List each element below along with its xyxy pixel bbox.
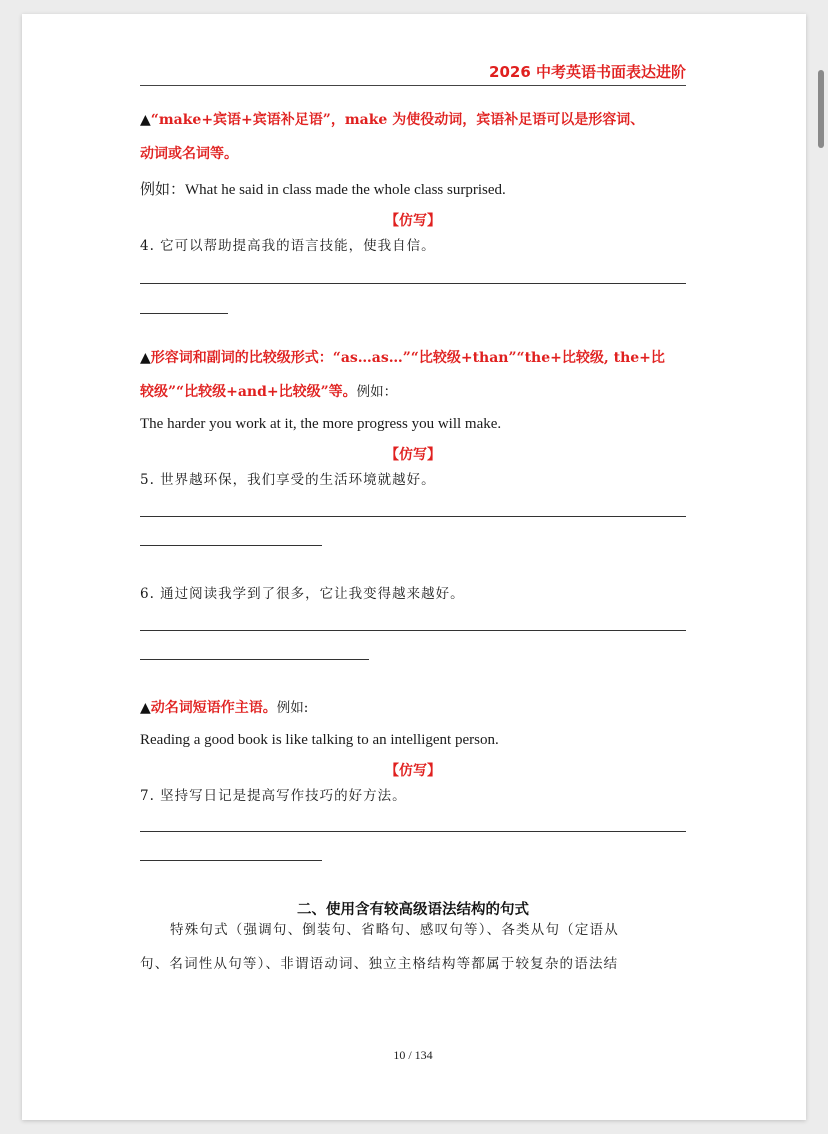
question-5: 5. 世界越环保，我们享受的生活环境就越好。 bbox=[140, 472, 436, 488]
bullet-triangle: ▲ bbox=[140, 700, 151, 716]
header-divider bbox=[140, 85, 686, 86]
bullet-triangle: ▲ bbox=[140, 112, 151, 128]
answer-line-6b bbox=[140, 659, 369, 660]
fangxie-label-4: 【仿写】 bbox=[385, 213, 441, 229]
section-title: 二、使用含有较高级语法结构的句式 bbox=[297, 902, 529, 918]
compare-example: The harder you work at it, the more progress you will make. bbox=[140, 416, 502, 432]
answer-line-7b bbox=[140, 860, 322, 861]
question-4: 4. 它可以帮助提高我的语言技能，使我自信。 bbox=[140, 238, 436, 254]
answer-line-6a bbox=[140, 630, 686, 631]
document-page bbox=[22, 14, 806, 1120]
section-paragraph-line1: 特殊句式（强调句、倒装句、省略句、感叹句等）、各类从句（定语从 bbox=[170, 922, 619, 938]
make-rule-text1: “make+宾语+宾语补足语”，make 为使役动词，宾语补足语可以是形容词、 bbox=[150, 112, 645, 128]
bullet-triangle: ▲ bbox=[140, 350, 151, 366]
section-paragraph-line2: 句、名词性从句等）、非谓语动词、独立主格结构等都属于较复杂的语法结 bbox=[140, 956, 619, 972]
gerund-example: Reading a good book is like talking to an intelligent person. bbox=[140, 732, 499, 748]
page-number-indicator: 10 / 134 bbox=[393, 1048, 433, 1062]
question-7: 7. 坚持写日记是提高写作技巧的好方法。 bbox=[140, 788, 407, 804]
fangxie-label-5: 【仿写】 bbox=[385, 447, 441, 463]
make-rule-line2: 动词或名词等。 bbox=[140, 146, 238, 162]
make-rule-line1 bbox=[140, 110, 644, 130]
make-example: 例如：What he said in class made the whole class surprised. bbox=[140, 182, 506, 198]
compare-rule-text2: 较级”“比较级+and+比较级”等。 bbox=[140, 384, 357, 400]
gerund-rule-line bbox=[140, 698, 308, 718]
gerund-rule-text: 动名词短语作主语。 bbox=[150, 700, 277, 716]
answer-line-7a bbox=[140, 831, 686, 832]
gerund-rule-example-label: 例如: bbox=[276, 700, 309, 716]
answer-line-4b bbox=[140, 313, 228, 314]
answer-line-5a bbox=[140, 516, 686, 517]
compare-rule-line1 bbox=[140, 348, 665, 368]
compare-rule-example-label: 例如： bbox=[356, 384, 398, 400]
answer-line-5b bbox=[140, 545, 322, 546]
fangxie-label-7: 【仿写】 bbox=[385, 763, 441, 779]
compare-rule-line2 bbox=[140, 382, 397, 402]
answer-line-4a bbox=[140, 283, 686, 284]
page-header-title: 2026 中考英语书面表达进阶 bbox=[489, 63, 686, 81]
question-6: 6. 通过阅读我学到了很多，它让我变得越来越好。 bbox=[140, 586, 465, 602]
compare-rule-text1: 形容词和副词的比较级形式：“as…as…”“比较级+than”“the+比较级, the+比 bbox=[150, 350, 665, 366]
vertical-scrollbar[interactable] bbox=[818, 70, 824, 148]
